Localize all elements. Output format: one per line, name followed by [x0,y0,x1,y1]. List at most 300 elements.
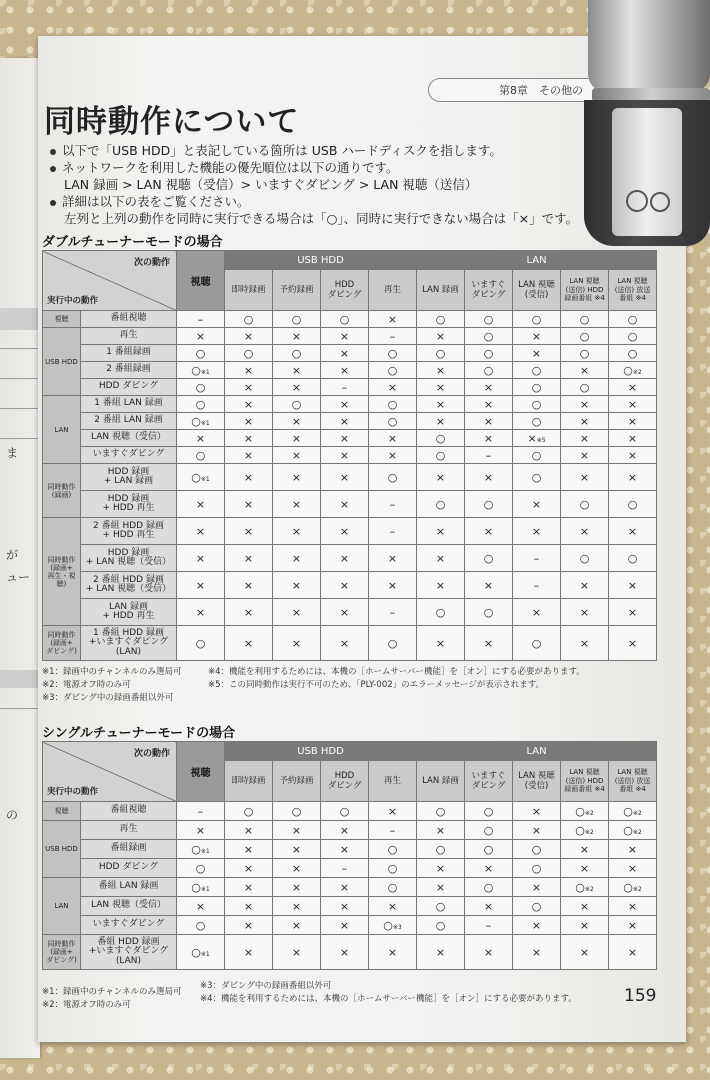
table-cell: ○ [417,311,465,328]
column-group-header: LAN [417,742,657,761]
cell-mark: ○ [191,470,201,484]
column-group-header: LAN [417,251,657,270]
table-row [43,311,657,328]
left-page-header-block [0,308,40,330]
table-row [43,545,657,572]
table-cell: × [609,447,657,464]
table-row [43,447,657,464]
cell-mark: ○ [191,842,201,856]
table-cell: × [513,345,561,362]
table-cell: × [465,464,513,491]
table-cell: – [513,572,561,599]
table-cell: × [225,491,273,518]
concurrency-table-dual [42,250,657,661]
row-label: いますぐダビング [81,916,177,935]
table-cell: × [369,545,417,572]
corner-next-action: 次の動作 [133,749,170,759]
cell-mark: ○ [623,880,633,894]
table-cell: × [561,897,609,916]
row-label: 2 番組 HDD 録画 + LAN 視聴（受信） [81,572,177,599]
table-cell: × [417,626,465,661]
column-header: LAN 視聴 (送信) 放送 番組 ※4 [609,270,657,311]
table-cell: × [321,518,369,545]
table-cell: × [273,599,321,626]
column-group-header: USB HDD [225,742,417,761]
table-cell: ○ [465,328,513,345]
header-row [43,251,657,270]
table-cell: ○ [513,413,561,430]
table-cell: ○ [177,447,225,464]
column-header: 予約録画 [273,270,321,311]
table-cell: ○ [369,626,417,661]
table-cell [177,935,225,970]
table-cell: × [369,311,417,328]
table-cell: × [609,430,657,447]
table-cell: × [561,430,609,447]
row-label: 番組視聴 [81,802,177,821]
left-page-fragment: ュー [6,570,31,584]
table-cell: ○ [513,447,561,464]
table-cell: × [321,878,369,897]
footnote: ※1：録画中のチャンネルのみ選局可 [42,667,182,677]
footnote: ※2：電源オフ時のみ可 [42,680,131,690]
table-cell: × [225,413,273,430]
table-cell: ○ [513,362,561,379]
table-cell: × [321,935,369,970]
table-cell: × [225,545,273,572]
table-cell: × [609,572,657,599]
table-cell: × [321,572,369,599]
cell-footnote-ref: ※5 [536,436,546,444]
table-cell: × [273,430,321,447]
bullet-dot-icon [50,149,56,155]
table-cell: × [225,328,273,345]
table-cell: × [369,572,417,599]
column-header: 即時録画 [225,761,273,802]
bullet-text: 詳細は以下の表をご覧ください。 [62,194,250,209]
table-cell: × [273,464,321,491]
table-cell: × [369,802,417,821]
table-cell: × [561,396,609,413]
table-row [43,328,657,345]
table-cell: ○ [369,859,417,878]
table-cell: × [177,545,225,572]
column-header: LAN 視聴 (送信) 放送 番組 ※4 [609,761,657,802]
jar-seal-icon [626,190,648,212]
footnote: ※2：電源オフ時のみ可 [42,1000,131,1010]
table-cell: ○ [465,345,513,362]
table-cell: × [417,859,465,878]
table-cell: × [273,518,321,545]
table-cell: ○ [177,379,225,396]
footnote: ※1：録画中のチャンネルのみ選局可 [42,987,182,997]
footnote: ※3：ダビング中の録画番組以外可 [200,981,332,991]
table-cell: × [609,859,657,878]
table-cell: – [177,802,225,821]
table-cell: ○ [417,802,465,821]
table-row [43,396,657,413]
table-cell: × [561,572,609,599]
row-label: HDD 録画 + LAN 視聴（受信） [81,545,177,572]
bullet-dot-icon [50,200,56,206]
table-cell: × [417,413,465,430]
table-cell: × [177,491,225,518]
table-cell: × [321,916,369,935]
table-row [43,916,657,935]
table-cell: × [273,935,321,970]
table-cell: × [273,840,321,859]
column-header: LAN 視聴 (送信) HDD 録画番組 ※4 [561,270,609,311]
bullet-item [50,142,502,159]
table-cell: × [561,464,609,491]
table-cell: ○ [465,362,513,379]
column-header: LAN 視聴 (送信) HDD 録画番組 ※4 [561,761,609,802]
table-cell: ○ [177,916,225,935]
table-cell: × [321,545,369,572]
column-header: LAN 録画 [417,761,465,802]
table-cell: ○ [321,311,369,328]
row-label: LAN 視聴（受信） [81,430,177,447]
jar-lid [588,0,710,92]
cell-mark: ○ [575,880,585,894]
cell-footnote-ref: ※3 [392,923,402,931]
table-cell: ○ [417,897,465,916]
row-group-label: 同時動作 (録画+ 再生・視聴) [43,518,81,626]
concurrency-table-single [42,741,657,970]
table-cell: × [561,362,609,379]
table-cell: ○ [561,491,609,518]
row-label: 番組 HDD 録画 +いますぐダビング (LAN) [81,935,177,970]
table-cell: × [225,362,273,379]
table-cell: ○ [609,545,657,572]
table-cell: × [225,464,273,491]
table-cell: × [177,518,225,545]
table-cell: × [273,413,321,430]
table-cell: ○ [465,491,513,518]
cell-footnote-ref: ※1 [200,847,210,855]
table-cell: × [321,821,369,840]
table-cell: × [321,396,369,413]
table-cell [609,878,657,897]
table-cell [177,464,225,491]
table-cell: × [369,447,417,464]
table-cell: × [561,840,609,859]
footnote: ※5：この同時動作は実行不可のため、「PLY-002」のエラーメッセージが表示されます。 [208,680,545,690]
table-cell: × [465,430,513,447]
column-header: HDD ダビング [321,761,369,802]
table-cell: × [513,821,561,840]
table-cell: ○ [177,859,225,878]
table-row [43,859,657,878]
table-cell: × [369,935,417,970]
table-cell: × [561,935,609,970]
table-cell: ○ [369,345,417,362]
table-cell: × [513,518,561,545]
row-label: HDD 録画 + HDD 再生 [81,491,177,518]
table-cell: × [273,328,321,345]
table-cell: ○ [417,345,465,362]
table-cell: – [369,491,417,518]
table-row [43,599,657,626]
cell-footnote-ref: ※2 [584,809,594,817]
table-cell [177,362,225,379]
table-cell: × [513,599,561,626]
table-row [43,379,657,396]
row-group-label: 同時動作 (録画) [43,464,81,518]
header-row [43,742,657,761]
table-cell: ○ [609,491,657,518]
table-cell: ○ [273,396,321,413]
corner-running-action: 実行中の動作 [47,787,99,797]
left-page-fragment: ま [6,446,19,460]
table-row [43,840,657,859]
table-cell: ○ [225,311,273,328]
table-cell: × [417,572,465,599]
chapter-tab: 第8章 その他の [428,78,678,102]
table-row [43,491,657,518]
table-cell: ○ [513,897,561,916]
table-cell: ○ [369,878,417,897]
table-cell: ○ [417,447,465,464]
table-corner [43,742,177,802]
bullet-item [50,193,250,210]
column-header: 予約録画 [273,761,321,802]
table-cell: × [273,491,321,518]
table-cell: × [561,859,609,878]
table-cell: × [321,626,369,661]
row-group-label: USB HDD [43,328,81,396]
table-cell: – [465,916,513,935]
table-cell: ○ [417,840,465,859]
cell-mark: ○ [575,823,585,837]
row-group-label: LAN [43,878,81,935]
corner-next-action: 次の動作 [133,258,170,268]
table-cell: × [177,599,225,626]
table-cell: × [225,859,273,878]
column-header: 視聴 [177,742,225,802]
table-cell: × [273,447,321,464]
table-cell: × [225,878,273,897]
cell-footnote-ref: ※1 [200,368,210,376]
row-label: 2 番組 LAN 録画 [81,413,177,430]
bullet-item [50,159,399,176]
table-row [43,572,657,599]
table-cell: ○ [561,545,609,572]
table-cell: ○ [513,626,561,661]
row-label: 1 番組録画 [81,345,177,362]
jar-label [612,108,682,236]
table-row [43,878,657,897]
table-cell: ○ [465,821,513,840]
table-cell [609,802,657,821]
table-cell: × [225,379,273,396]
column-header: 視聴 [177,251,225,311]
cell-footnote-ref: ※2 [632,828,642,836]
table-row [43,802,657,821]
column-header: HDD ダビング [321,270,369,311]
table-cell: × [513,491,561,518]
table-cell [177,878,225,897]
table-cell: × [609,626,657,661]
cell-footnote-ref: ※2 [632,368,642,376]
table-cell: × [417,464,465,491]
table-cell: – [369,518,417,545]
jar-seal-icon [650,192,670,212]
table-cell: × [273,878,321,897]
table-cell: × [225,518,273,545]
table-cell: × [369,379,417,396]
table-cell: ○ [609,328,657,345]
table-cell: ○ [369,840,417,859]
table-cell: – [369,328,417,345]
table-cell: ○ [465,878,513,897]
table-cell: × [609,599,657,626]
section-title-single-tuner: シングルチューナーモードの場合 [42,726,236,741]
table-cell: × [513,916,561,935]
column-header: LAN 視聴 (受信) [513,761,561,802]
table-cell: ○ [417,916,465,935]
table-cell: × [561,518,609,545]
table-cell: ○ [513,311,561,328]
table-cell: ○ [513,464,561,491]
cell-mark: × [527,431,537,445]
left-page-fragment: が [6,548,19,562]
table-cell [177,840,225,859]
table-cell: × [513,802,561,821]
jar [582,0,710,248]
left-page-rule [0,708,40,709]
table-cell: ○ [513,396,561,413]
table-cell: – [465,447,513,464]
row-label: 番組 LAN 録画 [81,878,177,897]
table-cell: × [177,572,225,599]
table-row [43,362,657,379]
table-cell: ○ [513,379,561,396]
cell-footnote-ref: ※1 [200,885,210,893]
row-label: 再生 [81,821,177,840]
footnote: ※4：機能を利用するためには、本機の［ホームサーバー機能］を［オン］にする必要があります。 [200,994,577,1004]
table-cell: ○ [561,345,609,362]
cell-footnote-ref: ※1 [200,419,210,427]
table-cell: × [369,430,417,447]
row-label: LAN 録画 + HDD 再生 [81,599,177,626]
table-cell: ○ [321,802,369,821]
table-cell: × [225,447,273,464]
table-cell: × [273,362,321,379]
table-cell: × [225,430,273,447]
table-cell: × [321,599,369,626]
table-cell [513,430,561,447]
table-cell [609,821,657,840]
table-cell [561,802,609,821]
left-page-rule [0,378,40,379]
table-row [43,345,657,362]
row-group-label: 同時動作 (録画+ ダビング) [43,935,81,970]
table-cell: × [321,447,369,464]
table-cell: ○ [369,396,417,413]
table-cell: × [321,362,369,379]
left-page-rule [0,438,40,439]
table-cell: ○ [609,345,657,362]
table-cell: × [417,518,465,545]
table-cell: × [273,859,321,878]
row-group-label: USB HDD [43,821,81,878]
table-row [43,626,657,661]
column-header: LAN 視聴 (受信) [513,270,561,311]
row-group-label: 視聴 [43,802,81,821]
table-cell: × [513,935,561,970]
table-cell: × [609,396,657,413]
footnote: ※4：機能を利用するためには、本機の［ホームサーバー機能］を［オン］にする必要があります。 [208,667,585,677]
table-row [43,518,657,545]
cell-footnote-ref: ※1 [200,475,210,483]
table-cell: ○ [417,599,465,626]
table-cell: × [465,572,513,599]
table-cell: – [369,599,417,626]
table-cell: – [321,379,369,396]
left-page-edge [0,58,40,1058]
table-cell: × [465,396,513,413]
left-page-rule [0,348,40,349]
table-row [43,413,657,430]
table-cell: × [273,897,321,916]
row-label: 再生 [81,328,177,345]
section-title-dual-tuner: ダブルチューナーモードの場合 [42,235,223,250]
table-cell: × [225,897,273,916]
table-cell: × [609,935,657,970]
column-header: LAN 録画 [417,270,465,311]
footnote: ※3：ダビング中の録画番組以外可 [42,693,174,703]
page-number: 159 [624,986,657,1006]
row-label: 2 番組 HDD 録画 + HDD 再生 [81,518,177,545]
table-cell: ○ [465,599,513,626]
table-cell: × [609,379,657,396]
table-cell: × [561,413,609,430]
table-cell: × [609,518,657,545]
cell-mark: ○ [623,363,633,377]
table-cell: ○ [561,311,609,328]
table-cell: – [177,311,225,328]
table-cell: ○ [177,626,225,661]
cell-mark: ○ [191,363,201,377]
table-cell: ○ [177,396,225,413]
bullet-continuation: LAN 録画 > LAN 視聴（受信）> いますぐダビング > LAN 視聴（送信） [64,177,478,192]
cell-mark: ○ [383,918,393,932]
row-label: HDD ダビング [81,859,177,878]
table-cell: – [513,545,561,572]
table-row [43,897,657,916]
table-cell: × [225,840,273,859]
table-cell: × [321,345,369,362]
row-label: 1 番組 LAN 録画 [81,396,177,413]
table-cell: × [465,379,513,396]
table-cell: × [417,545,465,572]
cell-mark: ○ [623,823,633,837]
cell-footnote-ref: ※1 [200,950,210,958]
table-cell: × [273,916,321,935]
cell-mark: ○ [191,414,201,428]
table-cell: × [369,897,417,916]
row-label: 番組視聴 [81,311,177,328]
table-cell: × [561,447,609,464]
table-cell: – [321,859,369,878]
table-cell: × [513,878,561,897]
table-cell: × [273,572,321,599]
table-cell: × [417,935,465,970]
table-cell: ○ [609,311,657,328]
table-cell: × [177,821,225,840]
table-cell: × [465,897,513,916]
